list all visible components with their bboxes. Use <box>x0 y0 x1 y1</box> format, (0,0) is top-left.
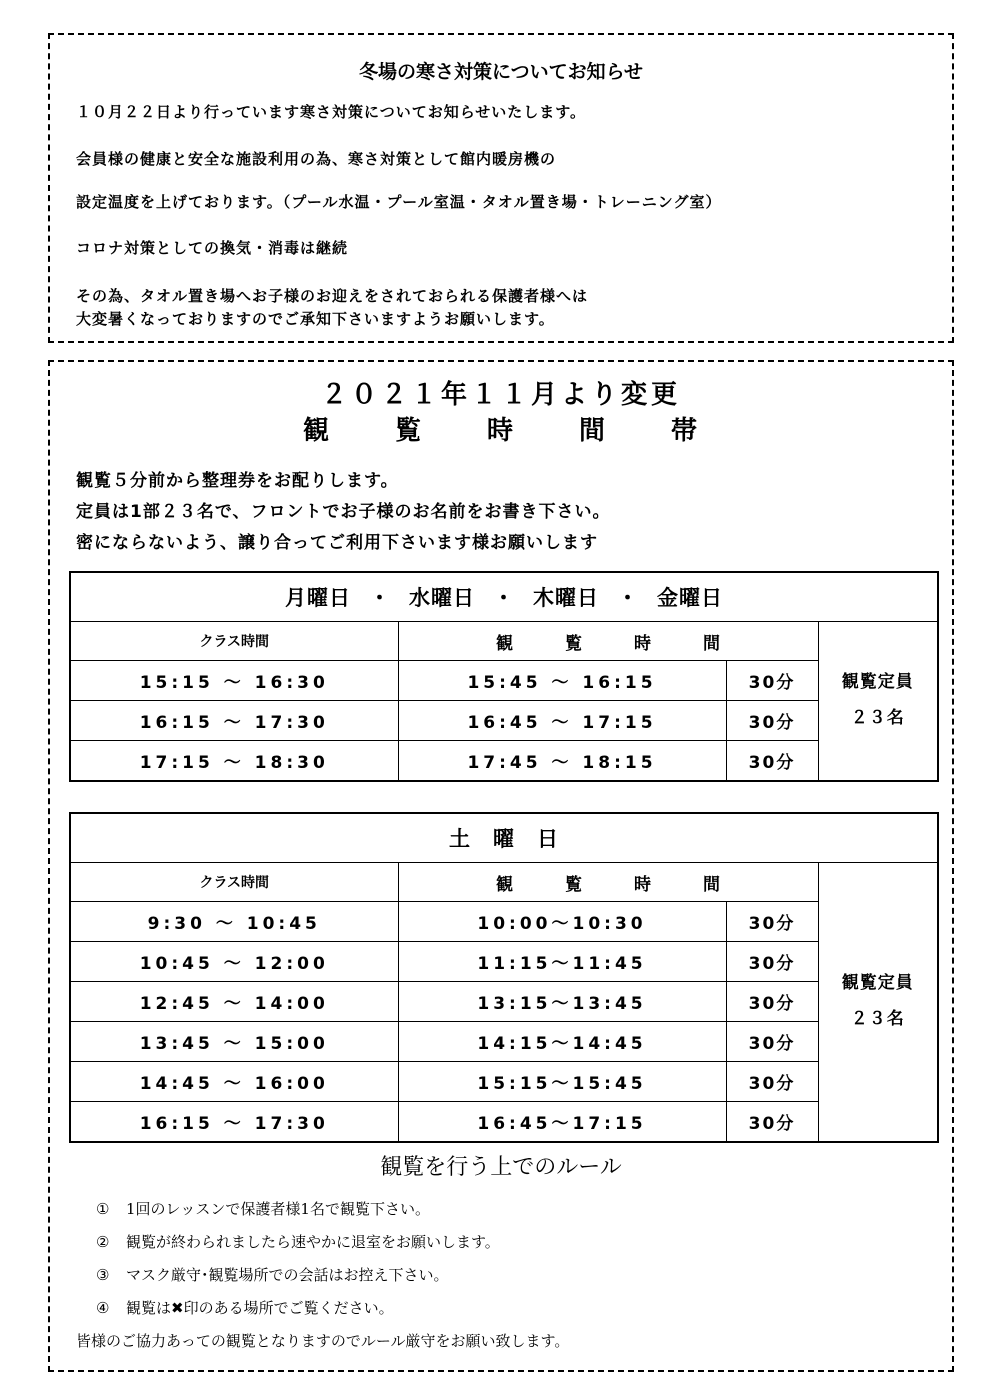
class-time: 10:45 ～ 12:00 <box>70 942 398 982</box>
weekday-days <box>70 572 938 622</box>
intro-line: 定員は1部２３名で、フロントでお子様のお名前をお書き下さい。 <box>76 502 611 522</box>
header-char: 時 <box>634 633 651 654</box>
header-char: 覧 <box>565 874 582 895</box>
rule-number: ② <box>96 1233 110 1251</box>
view-time: 16:45～17:15 <box>398 1102 726 1143</box>
table-row <box>70 661 938 701</box>
rule-item <box>96 1297 394 1318</box>
view-time: 16:45 ～ 17:15 <box>398 701 726 741</box>
table-row <box>70 942 938 982</box>
header-class-time: クラス時間 <box>70 622 398 661</box>
capacity-cell <box>818 863 938 1143</box>
duration: 30分 <box>726 701 818 741</box>
day-separator: ・ <box>369 586 391 610</box>
table-header-row <box>70 863 938 902</box>
closing-note: 皆様のご協力あっての観覧となりますのでルール厳守をお願い致します。 <box>76 1332 570 1350</box>
subtitle-char: 時 <box>486 416 515 446</box>
view-time: 11:15～11:45 <box>398 942 726 982</box>
table-row <box>70 1062 938 1102</box>
schedule-title: ２０２１年１１月より変更 <box>320 380 681 410</box>
header-char: 覧 <box>565 633 582 654</box>
capacity-value: ２３名 <box>850 708 905 728</box>
header-char: 観 <box>496 874 513 895</box>
weekday-days-row <box>70 572 938 622</box>
rule-item <box>96 1198 430 1219</box>
rule-number: ③ <box>96 1266 110 1284</box>
table-row <box>70 982 938 1022</box>
class-time: 13:45 ～ 15:00 <box>70 1022 398 1062</box>
subtitle-char: 覧 <box>394 416 423 446</box>
subtitle-char: 観 <box>302 416 331 446</box>
header-view-time <box>398 863 818 902</box>
intro-line: 密にならないよう、譲り合ってご利用下さいます様お願いします <box>76 533 598 553</box>
rule-item <box>96 1231 500 1252</box>
table-row <box>70 741 938 782</box>
capacity-cell <box>818 622 938 782</box>
capacity-label: 観覧定員 <box>841 672 914 693</box>
class-time: 16:15 ～ 17:30 <box>70 701 398 741</box>
rule-number: ④ <box>96 1299 110 1317</box>
class-time: 15:15 ～ 16:30 <box>70 661 398 701</box>
schedule-subtitle <box>50 410 952 447</box>
notice-line: １０月２２日より行っています寒さ対策についてお知らせいたします。 <box>76 103 587 121</box>
subtitle-char: 帯 <box>671 416 700 446</box>
duration: 30分 <box>726 1102 818 1143</box>
rule-text: 観覧が終わられましたら速やかに退室をお願いします。 <box>126 1233 500 1251</box>
class-time: 12:45 ～ 14:00 <box>70 982 398 1022</box>
class-time: 14:45 ～ 16:00 <box>70 1062 398 1102</box>
duration: 30分 <box>726 661 818 701</box>
saturday-day-row <box>70 813 938 863</box>
saturday-day: 土 曜 日 <box>70 813 938 863</box>
notice-line: その為、タオル置き場へお子様のお迎えをされておられる保護者様へは <box>76 287 589 305</box>
table-header-row <box>70 622 938 661</box>
header-char: 時 <box>634 874 651 895</box>
view-time: 15:15～15:45 <box>398 1062 726 1102</box>
rule-item <box>96 1264 449 1285</box>
duration: 30分 <box>726 982 818 1022</box>
capacity-value: ２３名 <box>850 1009 905 1029</box>
day-label: 月曜日 <box>285 586 351 610</box>
weekday-table <box>69 571 939 782</box>
header-char: 間 <box>703 633 720 654</box>
duration: 30分 <box>726 902 818 942</box>
header-view-time <box>398 622 818 661</box>
schedule-box <box>48 360 954 1372</box>
rule-text: 観覧は✖印のある場所でご覧ください。 <box>126 1299 394 1317</box>
day-label: 金曜日 <box>657 586 723 610</box>
view-time: 13:15～13:45 <box>398 982 726 1022</box>
notice-box <box>48 33 954 343</box>
notice-line: コロナ対策としての換気・消毒は継続 <box>76 239 349 257</box>
view-time: 17:45 ～ 18:15 <box>398 741 726 782</box>
intro-line: 観覧５分前から整理券をお配りします。 <box>76 471 399 491</box>
day-separator: ・ <box>493 586 515 610</box>
view-time: 14:15～14:45 <box>398 1022 726 1062</box>
day-separator: ・ <box>617 586 639 610</box>
header-class-time: クラス時間 <box>70 863 398 902</box>
notice-line: 会員様の健康と安全な施設利用の為、寒さ対策として館内暖房機の <box>76 150 557 168</box>
day-label: 木曜日 <box>533 586 599 610</box>
notice-line: 設定温度を上げております。（プール水温・プール室温・タオル置き場・トレーニング室） <box>76 193 722 211</box>
table-row <box>70 1022 938 1062</box>
rule-text: 1回のレッスンで保護者様1名で観覧下さい。 <box>126 1200 430 1218</box>
notice-line: 大変暑くなっておりますのでご承知下さいますようお願いします。 <box>76 310 555 328</box>
class-time: 17:15 ～ 18:30 <box>70 741 398 782</box>
table-row <box>70 1102 938 1143</box>
table-row <box>70 701 938 741</box>
header-char: 間 <box>703 874 720 895</box>
saturday-table <box>69 812 939 1143</box>
rule-number: ① <box>96 1200 110 1218</box>
day-label: 水曜日 <box>409 586 475 610</box>
view-time: 15:45 ～ 16:15 <box>398 661 726 701</box>
rule-text: マスク厳守･観覧場所での会話はお控え下さい。 <box>126 1266 449 1284</box>
duration: 30分 <box>726 1022 818 1062</box>
duration: 30分 <box>726 942 818 982</box>
view-time: 10:00～10:30 <box>398 902 726 942</box>
class-time: 9:30 ～ 10:45 <box>70 902 398 942</box>
duration: 30分 <box>726 1062 818 1102</box>
subtitle-char: 間 <box>579 416 608 446</box>
capacity-label: 観覧定員 <box>841 973 914 994</box>
duration: 30分 <box>726 741 818 782</box>
class-time: 16:15 ～ 17:30 <box>70 1102 398 1143</box>
header-char: 観 <box>496 633 513 654</box>
rules-title: 観覧を行う上でのルール <box>380 1155 622 1180</box>
notice-title: 冬場の寒さ対策についてお知らせ <box>358 61 644 83</box>
table-row <box>70 902 938 942</box>
